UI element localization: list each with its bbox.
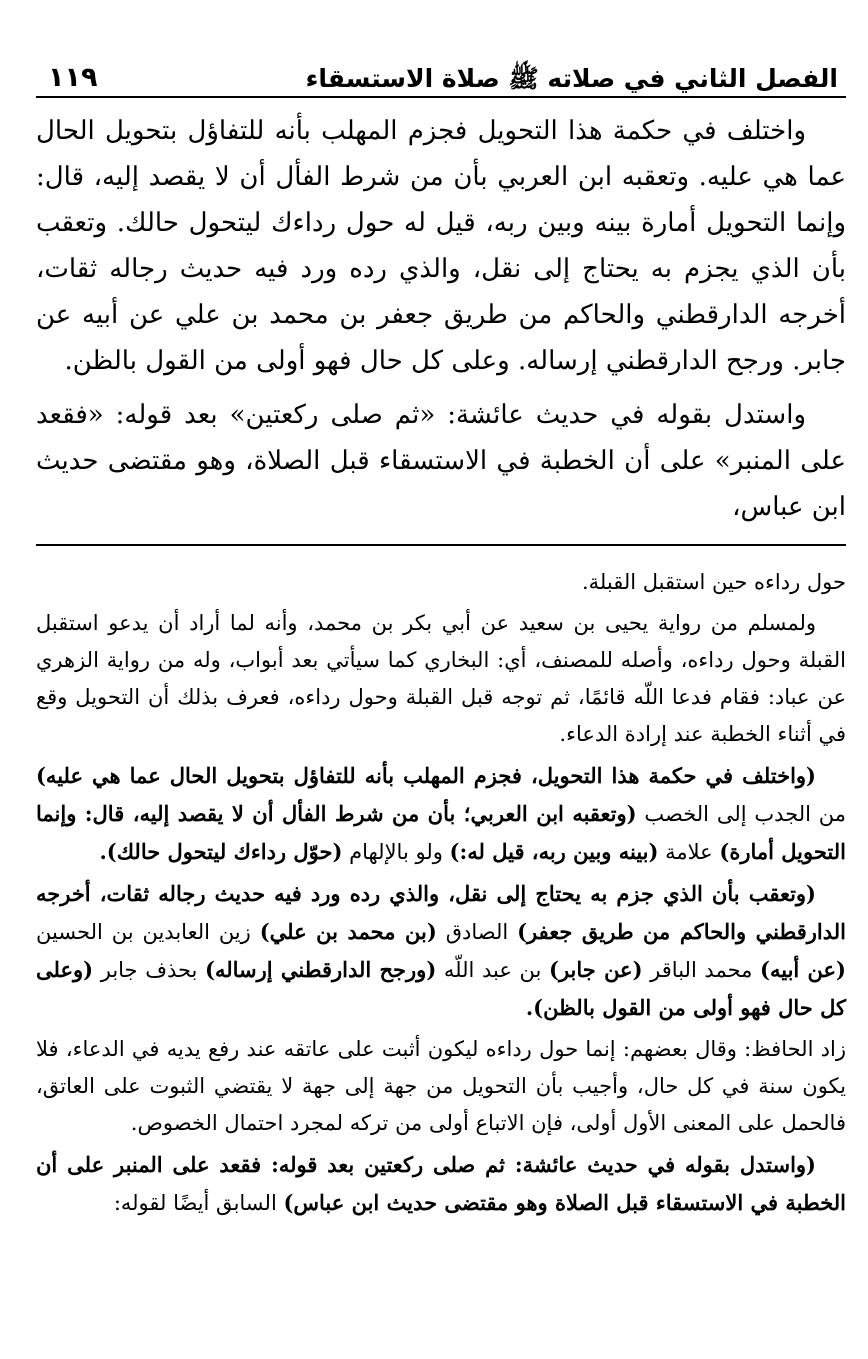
gloss: زين العابدين بن الحسين: [36, 920, 260, 944]
commentary-paragraph-1-text: حول رداءه حين استقبل القبلة.: [581, 570, 846, 594]
quoted-lemma: (وتعقب بأن الذي جزم به يحتاج إلى نقل، والذي رده ورد فيه حديث رجاله ثقات، أخرجه الدارقطني والحاكم من طريق جعفر): [36, 881, 846, 944]
commentary-paragraph-4: [36, 875, 846, 1027]
main-paragraph-2: [36, 392, 846, 530]
commentary-paragraph-5: [36, 1031, 846, 1142]
main-paragraph-1: [36, 108, 846, 384]
commentary-paragraph-2: [36, 605, 846, 753]
commentary-paragraph-5-text: زاد الحافظ: وقال بعضهم: إنما حول رداءه ليكون أثبت على عاتقه عند رفع يديه في الدعاء، فلا يكون سنة في كل حال، وأجيب بأن التحويل من جهة إلى جهة لا يقتضي الثبوت على العاتق، فالحمل على المعنى الأول أولى، فإن الاتباع أولى من تركه لمجرد احتمال الخصوص.: [36, 1037, 846, 1135]
gloss: بحذف جابر: [93, 958, 206, 982]
quoted-lemma: (حوّل رداءك ليتحول حالك).: [99, 839, 343, 864]
quoted-lemma: (ورجح الدارقطني إرساله): [205, 957, 437, 982]
quoted-lemma: (عن أبيه): [760, 957, 846, 982]
page-number: ١١٩: [48, 61, 98, 93]
commentary-paragraph-3: [36, 757, 846, 871]
running-head: الفصل الثاني في صلاته ﷺ صلاة الاستسقاء: [305, 64, 838, 93]
quoted-lemma: (عن جابر): [549, 957, 643, 982]
gloss: ولو بالإلهام: [342, 840, 450, 864]
commentary: [36, 564, 846, 1222]
gloss: بن عبد اللّه: [436, 958, 550, 982]
quoted-lemma: (بن محمد بن علي): [259, 919, 437, 944]
commentary-paragraph-1: [36, 564, 846, 601]
main-paragraph-2-text: واستدل بقوله في حديث عائشة: «ثم صلى ركعتين» بعد قوله: «فقعد على المنبر» على أن الخطبة في الاستسقاء قبل الصلاة، وهو مقتضى حديث ابن عباس،: [36, 400, 846, 522]
gloss: الصادق: [436, 920, 518, 944]
commentary-paragraph-2-text: ولمسلم من رواية يحيى بن سعيد عن أبي بكر بن محمد، وأنه لما أراد أن يدعو استقبل القبلة وحول رداءه، وأصله للمصنف، أي: البخاري كما سيأتي بعد أبواب، وله من رواية الزهري عن عباد: فقام فدعا اللّه قائمًا، ثم توجه قبل القبلة وحول رداءه، فعرف بذلك أن التحويل وقع في أثناء الخطبة عند إرادة الدعاء.: [36, 611, 846, 746]
gloss: محمد الباقر: [642, 958, 761, 982]
quoted-lemma: (واختلف في حكمة هذا التحويل، فجزم المهلب بأنه للتفاؤل بتحويل الحال عما هي عليه): [36, 763, 816, 788]
gloss: السابق أيضًا لقوله:: [113, 1191, 284, 1215]
section-divider: [36, 544, 846, 546]
main-text: [36, 108, 846, 530]
main-paragraph-1-text: واختلف في حكمة هذا التحويل فجزم المهلب بأنه للتفاؤل بتحويل الحال عما هي عليه. وتعقبه ابن العربي بأن من شرط الفأل أن لا يقصد إليه، قال: وإنما التحويل أمارة بينه وبين ربه، قيل له حول رداءك ليتحول حالك. وتعقب بأن الذي يجزم به يحتاج إلى نقل، والذي رده ورد فيه حديث رجاله ثقات، أخرجه الدارقطني والحاكم من طريق جعفر بن محمد بن علي عن أبيه عن جابر. ورجح الدارقطني إرساله. وعلى كل حال فهو أولى من القول بالظن.: [36, 116, 846, 376]
commentary-paragraph-6: [36, 1146, 846, 1222]
quoted-lemma: (وتعقبه ابن العربي؛ بأن من شرط الفأل أن لا يقصد إليه، قال: وإنما التحويل أمارة): [36, 801, 846, 864]
gloss: من الجدب إلى الخصب: [636, 802, 846, 826]
gloss: علامة: [658, 840, 720, 864]
quoted-lemma: (بينه وبين ربه، قيل له:): [449, 839, 659, 864]
quoted-lemma: (واستدل بقوله في حديث عائشة: ثم صلى ركعتين بعد قوله: فقعد على المنبر على أن الخطبة في الاستسقاء قبل الصلاة وهو مقتضى حديث ابن عباس): [36, 1152, 846, 1215]
quoted-lemma: (وعلى كل حال فهو أولى من القول بالظن).: [36, 957, 846, 1020]
page-header: [36, 38, 846, 98]
